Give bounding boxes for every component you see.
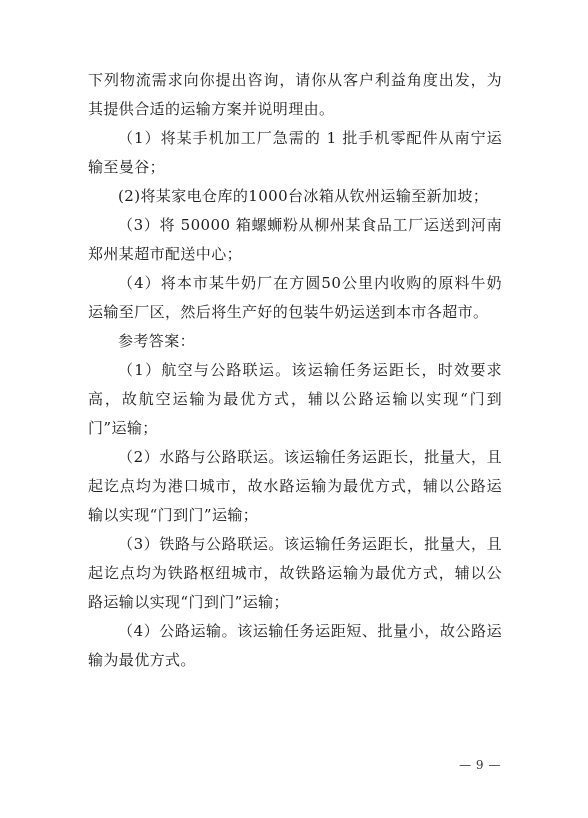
question-4: （4）将本市某牛奶厂在方圆50公里内收购的原料牛奶运输至厂区，然后将生产好的包装牛奶运送到本市各超市。 <box>88 274 502 321</box>
question-2: (2)将某家电仓库的1000台冰箱从钦州运输至新加坡； <box>118 187 489 205</box>
page-number: — 9 — <box>459 758 501 772</box>
intro-paragraph: 下列物流需求向你提出咨询，请你从客户利益角度出发，为其提供合适的运输方案并说明理由。 <box>88 71 502 118</box>
answer-3: （3）铁路与公路联运。该运输任务运距长，批量大，且起讫点均为铁路枢纽城市，故铁路运输为最优方式，辅以公路运输以实现“门到门”运输； <box>88 535 502 611</box>
question-3: （3）将 50000 箱螺蛳粉从柳州某食品工厂运送到河南郑州某超市配送中心； <box>88 216 502 263</box>
question-1: （1）将某手机加工厂急需的 1 批手机零配件从南宁运输至曼谷； <box>88 129 502 176</box>
answer-1: （1）航空与公路联运。该运输任务运距长，时效要求高，故航空运输为最优方式，辅以公路运输以实现“门到门”运输； <box>88 361 502 437</box>
page-content <box>88 66 502 675</box>
answer-heading: 参考答案： <box>118 332 196 350</box>
answer-4: （4）公路运输。该运输任务运距短、批量小，故公路运输为最优方式。 <box>88 622 502 669</box>
answer-2: （2）水路与公路联运。该运输任务运距长，批量大，且起讫点均为港口城市，故水路运输为最优方式，辅以公路运输以实现“门到门”运输； <box>88 448 502 524</box>
